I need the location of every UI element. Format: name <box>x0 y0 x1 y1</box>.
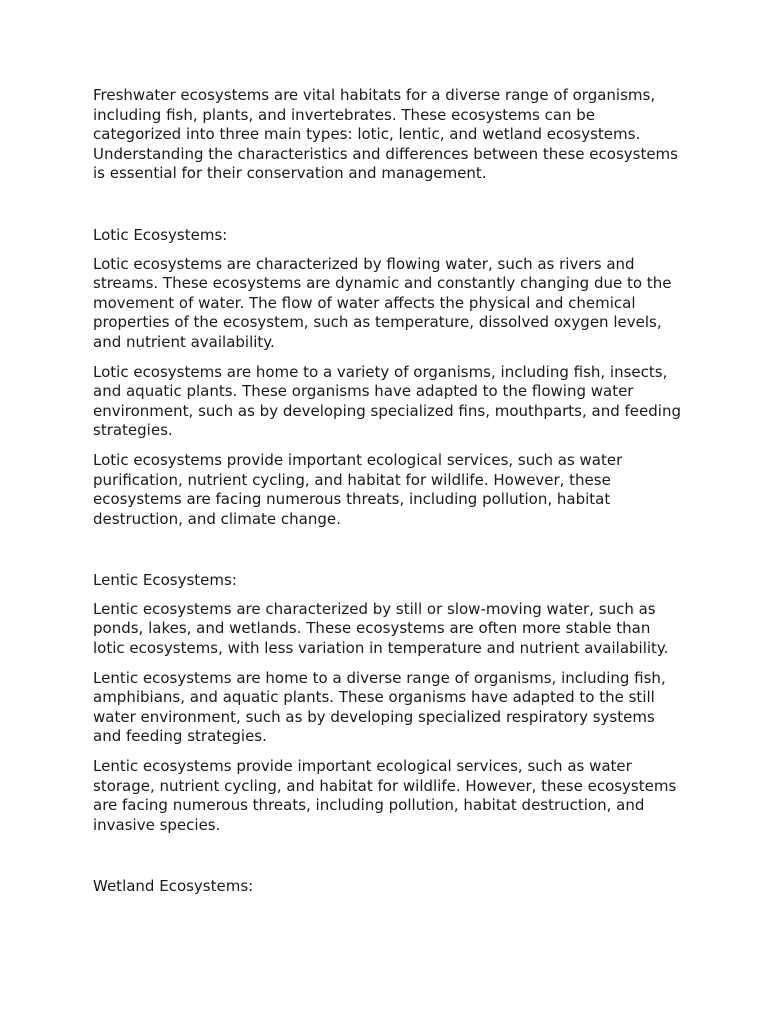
section-heading-wetland: Wetland Ecosystems: <box>93 877 254 896</box>
lentic-paragraph-3: Lentic ecosystems provide important ecological services, such as water storage, nutrient cycling, and habitat for wildlife. However, these ecosystems are facing numerous threats, including pollution, habitat destruction, and invasive species. <box>93 757 677 834</box>
section-heading-lentic: Lentic Ecosystems: <box>93 571 237 590</box>
document-body <box>93 86 683 906</box>
intro-paragraph: Freshwater ecosystems are vital habitats for a diverse range of organisms, including fish, plants, and invertebrates. These ecosystems can be categorized into three main types: lotic, lentic, and wetland ecosystems. Understanding the characteristics and differences between these ecosystems is essential for their conservation and management. <box>93 86 678 183</box>
lentic-paragraph-1: Lentic ecosystems are characterized by still or slow-moving water, such as ponds, lakes, and wetlands. These ecosystems are often more stable than lotic ecosystems, with less variation in temperature and nutrient availability. <box>93 599 669 658</box>
section-heading-lotic: Lotic Ecosystems: <box>93 225 228 244</box>
lentic-paragraph-2: Lentic ecosystems are home to a diverse range of organisms, including fish, amphibians, and aquatic plants. These organisms have adapted to the still water environment, such as by developing specialized respiratory systems and feeding strategies. <box>93 668 666 746</box>
lotic-paragraph-1: Lotic ecosystems are characterized by flowing water, such as rivers and streams. These ecosystems are dynamic and constantly changing due to the movement of water. The flow of water affects the physical and chemical properties of the ecosystem, such as temperature, dissolved oxygen levels, and nutrient availability. <box>93 254 672 351</box>
lotic-paragraph-2: Lotic ecosystems are home to a variety of organisms, including fish, insects, and aquatic plants. These organisms have adapted to the flowing water environment, such as by developing specialized fins, mouthparts, and feeding strategies. <box>93 362 681 440</box>
lotic-paragraph-3: Lotic ecosystems provide important ecological services, such as water purification, nutrient cycling, and habitat for wildlife. However, these ecosystems are facing numerous threats, including pollution, habitat destruction, and climate change. <box>93 450 623 528</box>
